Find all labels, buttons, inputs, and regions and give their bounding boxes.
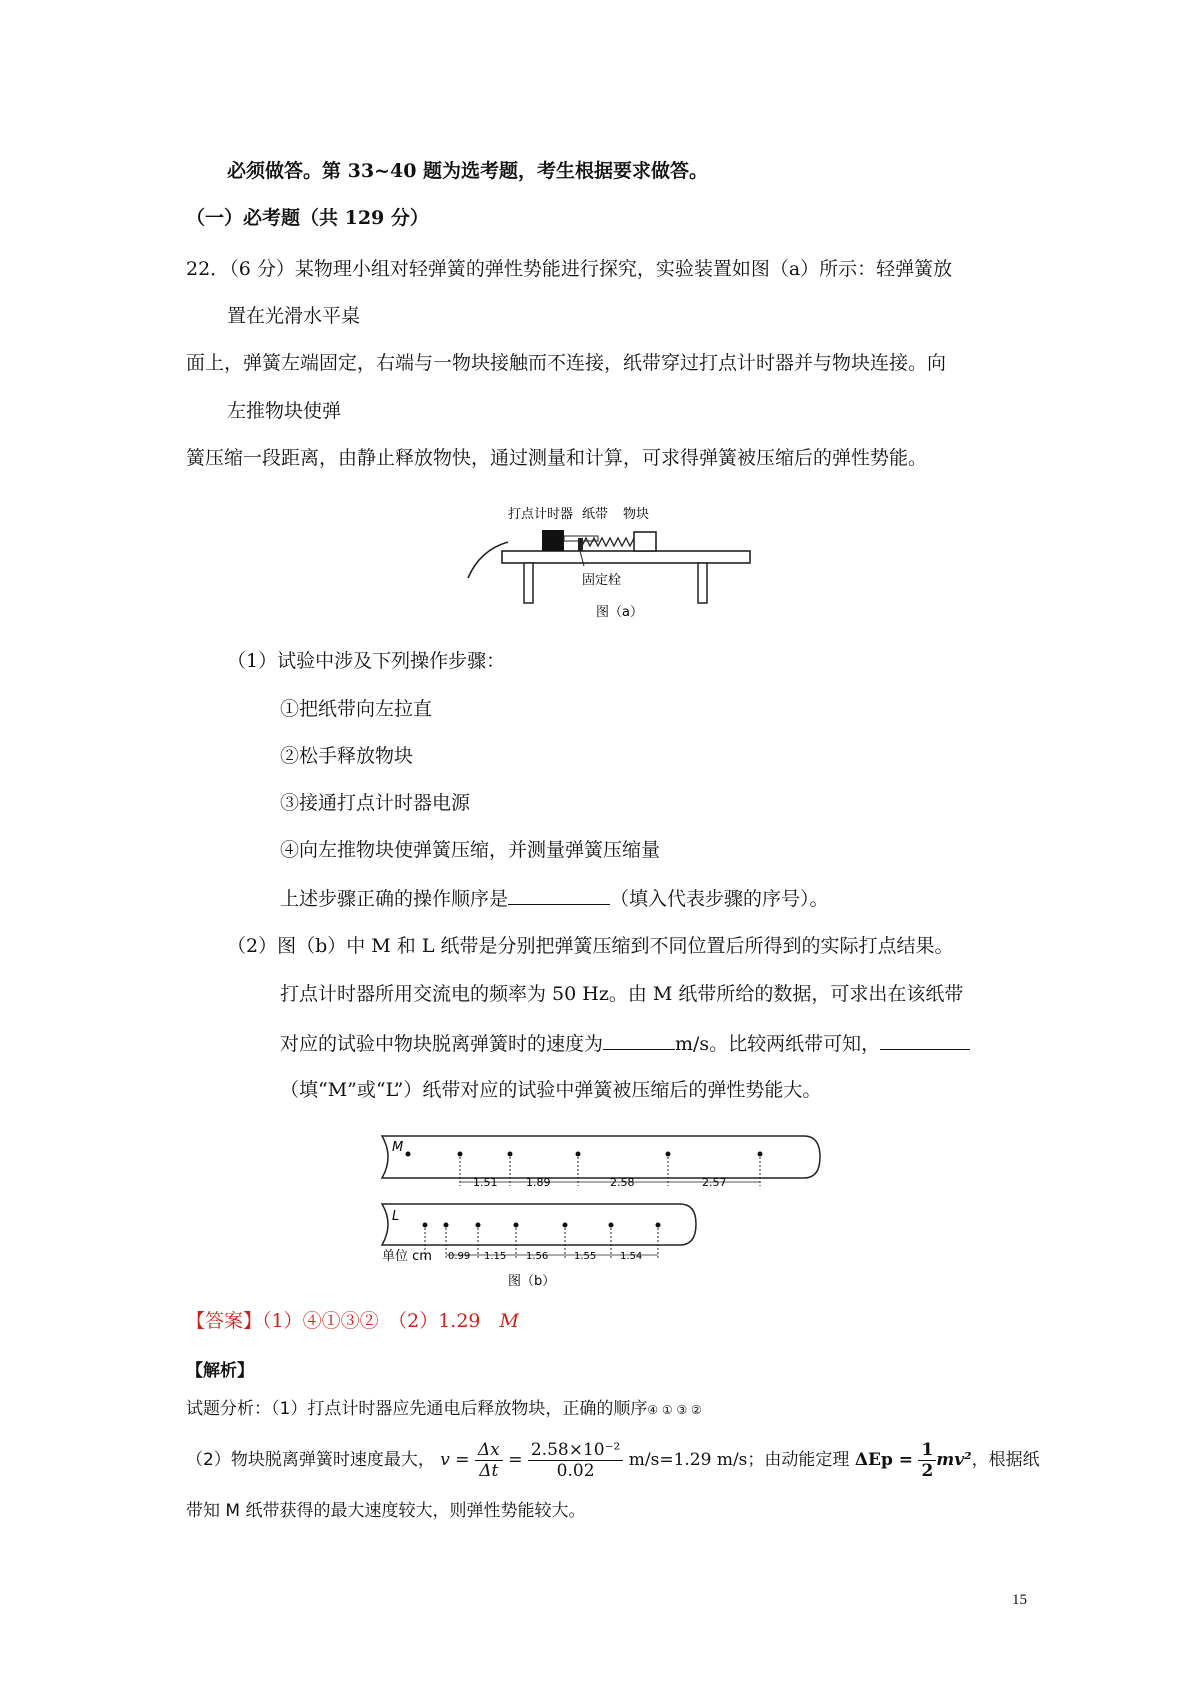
part1-prompt-after: （填入代表步骤的序号）。 (610, 888, 829, 910)
tape-m-label: M (392, 1140, 404, 1155)
part2-line-4: （填“M”或“L”）纸带对应的试验中弹簧被压缩后的弹性势能大。 (280, 1079, 822, 1101)
analysis-line-2-mid: ；由动能定理 (747, 1450, 850, 1470)
fraction-value: $\frac{\text{2.58×10⁻²}}{0.02}$ (528, 1440, 624, 1481)
l-spacing-1: 0.99 (448, 1251, 471, 1262)
figure-a-apparatus (460, 498, 760, 626)
analysis-line-1-order: ④ ① ③ ② (647, 1403, 702, 1417)
question-line-2: 置在光滑水平桌 (227, 305, 361, 327)
answer-blank-order[interactable] (508, 884, 610, 905)
page-number: 15 (1012, 1592, 1027, 1608)
tape-m (382, 1136, 820, 1178)
header-note: 必须做答。第 33~40 题为选考题，考生根据要求做答。 (227, 160, 709, 182)
question-number: 22． (186, 258, 230, 280)
part2-line-3-mid: m/s。比较两纸带可知， (675, 1033, 881, 1055)
figure-a-caption: 图（a） (596, 605, 643, 620)
question-line-3: 面上，弹簧左端固定，右端与一物块接触而不连接，纸带穿过打点计时器并与物块连接。向 (186, 352, 947, 374)
question-line-5: 簧压缩一段距离，由静止释放物快，通过测量和计算，可求得弹簧被压缩后的弹性势能。 (186, 447, 928, 469)
figure-b-caption: 图（b） (508, 1274, 556, 1289)
section-title: （一）必考题（共 129 分） (186, 207, 429, 229)
tape-l (382, 1204, 696, 1245)
part1-intro: （1）试验中涉及下列操作步骤： (227, 650, 506, 672)
fraction-half: $\frac{1}{2}$ (918, 1440, 936, 1481)
question-line-4: 左推物块使弹 (227, 400, 342, 422)
m-spacing-4: 2.57 (702, 1176, 727, 1189)
question-line-1 (186, 256, 952, 282)
formula-ep: ΔEp = (854, 1450, 914, 1470)
label-peg: 固定栓 (582, 573, 622, 588)
l-spacing-4: 1.55 (574, 1251, 597, 1262)
part2-line-2: 打点计时器所用交流电的频率为 50 Hz。由 M 纸带所给的数据，可求出在该纸带 (280, 983, 964, 1005)
unit-label: 单位 cm (382, 1249, 432, 1264)
analysis-line-2: （2）物块脱离弹簧时速度最大， v = $\frac{\Delta x}{\Delta t}$ = $\frac{\text{2.58×10⁻²}}{0.02}$ m/s=1.29 m/s；由动能定理 ΔEp = $\frac{1}{2}$ mv²，根据纸 (186, 1439, 1040, 1481)
analysis-line-3: 带知 M 纸带获得的最大速度较大，则弹性势能较大。 (186, 1501, 586, 1521)
analysis-line-1 (186, 1396, 702, 1423)
figure-b-tapes (380, 1130, 830, 1292)
analysis-tag: 【解析】 (186, 1361, 254, 1381)
formula-mv: mv² (936, 1450, 972, 1470)
step-3: ③接通打点计时器电源 (280, 792, 471, 814)
analysis-line-2-before: （2）物块脱离弹簧时速度最大， (186, 1450, 435, 1470)
answer-line (186, 1308, 519, 1334)
timer-block (542, 530, 564, 551)
step-1: ①把纸带向左拉直 (280, 698, 433, 720)
part1-prompt (280, 884, 829, 912)
formula-v: v = (440, 1450, 470, 1470)
label-tape: 纸带 (582, 507, 609, 522)
answer-blank-tape[interactable] (880, 1029, 970, 1050)
answer-text: （1）④①③② （2）1.29 (262, 1310, 500, 1332)
question-text-1: 某物理小组对轻弹簧的弹性势能进行探究，实验装置如图（a）所示：轻弹簧放 (294, 258, 953, 280)
l-spacing-3: 1.56 (526, 1251, 549, 1262)
part2-line-3-before: 对应的试验中物块脱离弹簧时的速度为 (280, 1033, 604, 1055)
label-block: 物块 (623, 507, 650, 522)
answer-blank-speed[interactable] (603, 1029, 675, 1050)
part2-line-3 (280, 1029, 970, 1057)
l-spacing-5: 1.54 (620, 1251, 643, 1262)
formula-result: m/s=1.29 m/s (628, 1450, 748, 1470)
label-timer: 打点计时器 (508, 507, 574, 522)
l-spacing-2: 1.15 (484, 1251, 507, 1262)
part1-prompt-before: 上述步骤正确的操作顺序是 (280, 888, 509, 910)
fraction-dx-dt: $\frac{\Delta x}{\Delta t}$ (475, 1440, 503, 1481)
analysis-line-1-text: 试题分析：（1）打点计时器应先通电后释放物块，正确的顺序 (186, 1399, 648, 1419)
tape-l-label: L (392, 1209, 400, 1224)
answer-italic: M (499, 1310, 519, 1332)
part2-line-1: （2）图（b）中 M 和 L 纸带是分别把弹簧压缩到不同位置后所得到的实际打点结果。 (227, 935, 954, 957)
analysis-line-2-after: ，根据纸 (971, 1450, 1040, 1470)
m-spacing-2: 1.89 (526, 1176, 551, 1189)
step-4: ④向左推物块使弹簧压缩，并测量弹簧压缩量 (280, 839, 661, 861)
block (634, 532, 656, 551)
m-spacing-3: 2.58 (610, 1176, 635, 1189)
answer-tag: 【答案】 (186, 1310, 263, 1332)
m-spacing-1: 1.51 (473, 1176, 498, 1189)
question-score: （6 分） (229, 258, 295, 280)
step-2: ②松手释放物块 (280, 745, 414, 767)
